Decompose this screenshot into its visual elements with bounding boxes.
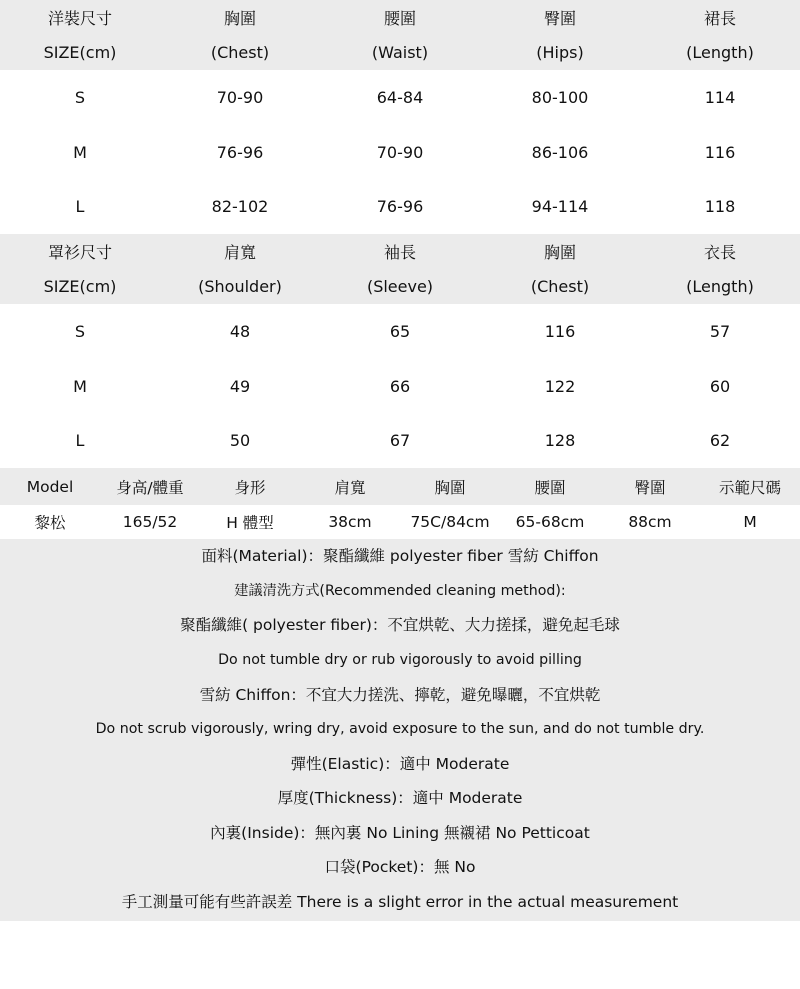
- table-cell: 62: [709, 431, 731, 451]
- dress-header-chest-en: (Chest): [210, 43, 270, 62]
- table-cell: 67: [389, 431, 411, 451]
- table-cell: 70-90: [216, 87, 264, 107]
- model-name: 黎松: [34, 514, 66, 533]
- dress-header-waist: 腰圍: [383, 9, 416, 28]
- model-height-weight: 165/52: [122, 513, 178, 532]
- table-cell: 80-100: [531, 87, 589, 107]
- table-row: [0, 125, 800, 180]
- top-header-length-en: (Length): [686, 277, 754, 297]
- table-cell: S: [74, 321, 86, 341]
- dress-header-size: 洋裝尺寸: [47, 9, 112, 28]
- dress-header-hips-en: (Hips): [536, 43, 584, 62]
- top-size-table: [0, 234, 800, 468]
- model-header-height-weight: 身高/體重: [116, 478, 184, 497]
- table-cell: L: [75, 197, 85, 217]
- thickness-line: 厚度(Thickness)：適中 Moderate: [277, 789, 523, 808]
- table-cell: 128: [544, 431, 576, 451]
- top-header-length: 衣長: [703, 243, 736, 263]
- model-header-size: 示範尺碼: [718, 478, 781, 497]
- model-header-waist: 腰圍: [534, 478, 566, 497]
- top-header-chest-en: (Chest): [530, 277, 590, 297]
- model-hips: 88cm: [628, 513, 672, 532]
- model-values-row: [0, 505, 800, 539]
- table-cell: S: [74, 87, 86, 107]
- elastic-line: 彈性(Elastic)：適中 Moderate: [290, 754, 510, 773]
- dress-size-table: [0, 0, 800, 234]
- model-header-row: [0, 468, 800, 505]
- dress-header-chest: 胸圍: [223, 9, 256, 28]
- dress-header-hips: 臀圍: [543, 9, 576, 28]
- pocket-line: 口袋(Pocket)：無 No: [324, 858, 476, 877]
- model-header-shoulder: 肩寬: [334, 478, 366, 497]
- cleaning-method-heading: 建議清洗方式(Recommended cleaning method):: [234, 582, 566, 599]
- chiffon-care-zh: 雪紡 Chiffon：不宜大力搓洗、擰乾，避免曝曬，不宜烘乾: [199, 685, 601, 704]
- dress-header-en-row: [0, 35, 800, 70]
- table-cell: 64-84: [376, 87, 424, 107]
- top-header-en-row: [0, 269, 800, 304]
- top-header-sleeve: 袖長: [383, 243, 416, 263]
- table-cell: 82-102: [211, 197, 269, 217]
- model-header-hips: 臀圍: [634, 478, 666, 497]
- table-cell: 94-114: [531, 197, 589, 217]
- table-cell: 57: [709, 321, 731, 341]
- table-row: [0, 304, 800, 359]
- dress-header-length: 裙長: [703, 9, 736, 28]
- inside-line: 內裏(Inside)：無內裏 No Lining 無襯裙 No Petticoat: [210, 823, 590, 842]
- top-header-shoulder: 肩寬: [223, 243, 256, 263]
- table-cell: 122: [544, 376, 576, 396]
- model-size: M: [743, 513, 757, 532]
- top-header-chest: 胸圍: [543, 243, 576, 263]
- table-cell: 86-106: [531, 142, 589, 162]
- top-header-sleeve-en: (Sleeve): [366, 277, 434, 297]
- table-cell: M: [73, 142, 87, 162]
- table-row: [0, 413, 800, 468]
- table-cell: 60: [709, 376, 731, 396]
- table-row: [0, 70, 800, 125]
- chiffon-care-en: Do not scrub vigorously, wring dry, avoid exposure to the sun, and do not tumble dry.: [95, 721, 705, 738]
- table-cell: 70-90: [376, 142, 424, 162]
- top-table-header: [0, 234, 800, 304]
- dress-header-length-en: (Length): [686, 43, 754, 62]
- polyester-care-zh: 聚酯纖維( polyester fiber)：不宜烘乾、大力搓揉，避免起毛球: [180, 616, 620, 635]
- top-header-size: 罩衫尺寸: [47, 243, 112, 263]
- top-header-size-en: SIZE(cm): [43, 277, 117, 297]
- table-cell: 116: [544, 321, 576, 341]
- table-cell: M: [73, 376, 87, 396]
- table-cell: 48: [229, 321, 251, 341]
- product-info-section: [0, 539, 800, 921]
- polyester-care-en: Do not tumble dry or rub vigorously to avoid pilling: [218, 651, 582, 668]
- table-cell: 66: [389, 376, 411, 396]
- model-table: [0, 468, 800, 539]
- model-body-type: H 體型: [226, 514, 274, 533]
- dress-table-header: [0, 0, 800, 70]
- model-waist: 65-68cm: [515, 513, 585, 532]
- top-header-shoulder-en: (Shoulder): [198, 277, 282, 297]
- model-header-body-type: 身形: [234, 478, 266, 497]
- table-cell: L: [75, 431, 85, 451]
- table-cell: 116: [704, 142, 736, 162]
- material-line: 面料(Material)：聚酯纖維 polyester fiber 雪紡 Chiffon: [201, 547, 599, 566]
- table-cell: 76-96: [216, 142, 264, 162]
- table-cell: 76-96: [376, 197, 424, 217]
- table-cell: 114: [704, 87, 736, 107]
- table-row: [0, 359, 800, 414]
- table-cell: 49: [229, 376, 251, 396]
- dress-header-size-en: SIZE(cm): [43, 43, 117, 62]
- table-cell: 65: [389, 321, 411, 341]
- table-cell: 50: [229, 431, 251, 451]
- table-cell: 118: [704, 197, 736, 217]
- model-header-chest: 胸圍: [434, 478, 466, 497]
- dress-header-waist-en: (Waist): [371, 43, 429, 62]
- table-row: [0, 179, 800, 234]
- model-shoulder: 38cm: [328, 513, 372, 532]
- model-chest: 75C/84cm: [410, 513, 490, 532]
- measurement-note: 手工測量可能有些許誤差 There is a slight error in the actual measurement: [121, 893, 679, 912]
- top-header-zh-row: [0, 234, 800, 269]
- dress-header-zh-row: [0, 0, 800, 35]
- model-header-name: Model: [26, 477, 74, 496]
